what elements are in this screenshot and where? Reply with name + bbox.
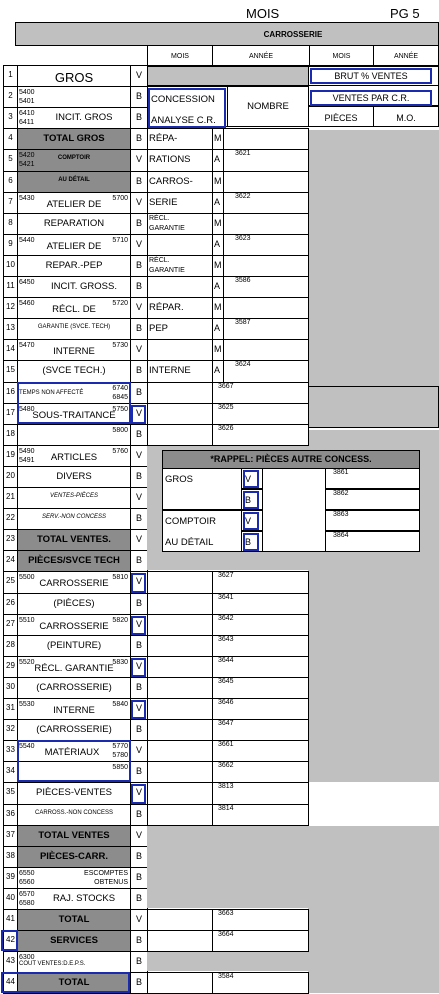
rappel-b2: B [245, 537, 252, 547]
mid-label: RATIONS [149, 154, 191, 165]
row-number: 36 [6, 809, 15, 818]
row-label: TOTAL VENTES. [37, 534, 111, 545]
row-code-right: 6740 6845 [112, 385, 128, 401]
row-label: PIÈCES/SVCE TECH [28, 555, 120, 566]
rappel-code-4: 3864 [333, 532, 349, 539]
row-number: 12 [6, 302, 15, 311]
mid-value-cell[interactable] [223, 213, 309, 235]
mid-ma: A [214, 197, 221, 207]
mid-value-cell[interactable] [223, 339, 309, 361]
row-code-right: ESCOMPTES OBTENUS [84, 870, 128, 886]
row-number: 25 [6, 576, 15, 585]
row-label-highlight[interactable] [17, 740, 131, 782]
mid-label: SERIE [149, 197, 178, 208]
row-code: 6450 [19, 279, 35, 286]
row-number: 39 [6, 872, 15, 881]
row-code: 5420 5421 [19, 152, 35, 168]
rappel-v2: V [245, 516, 252, 526]
row-label: INTERNE [53, 705, 95, 716]
row-number: 22 [6, 513, 15, 522]
row-code-right: 5770 5780 [112, 743, 128, 759]
row-code-right: 5850 [112, 764, 128, 771]
row-label: SERVICES [50, 935, 98, 946]
lower-code: 3645 [218, 678, 234, 685]
row-vb-marker[interactable]: B [135, 513, 142, 523]
row-number: 20 [6, 471, 15, 480]
row-vb-marker[interactable]: V [135, 197, 142, 207]
row-vb-marker[interactable]: V [135, 914, 142, 924]
row-code: 5530 [19, 701, 35, 708]
lower-mois-cell[interactable] [147, 656, 213, 678]
row-vb-marker[interactable]: B [135, 112, 142, 122]
row-label: RÉCL. DE [52, 304, 96, 315]
row-number: 37 [6, 830, 15, 839]
row-vb-marker[interactable]: B [135, 555, 142, 565]
mid-ma: M [214, 344, 222, 354]
lower-code: 3646 [218, 699, 234, 706]
mid-value-cell[interactable] [223, 128, 309, 150]
row-vb-marker[interactable]: V [135, 745, 142, 755]
mid-label: CARROS- [149, 176, 193, 187]
row-number: 3 [8, 112, 13, 121]
lower-code: 3644 [218, 657, 234, 664]
row-number: 15 [6, 365, 15, 374]
row-vb-marker[interactable]: V [135, 661, 142, 671]
mid-ma: A [214, 239, 221, 249]
mid-label: RÉCL. GARANTIE [149, 257, 185, 274]
lower-code: 3643 [218, 636, 234, 643]
row-vb-marker[interactable]: B [135, 640, 142, 650]
row-code: 5490 5491 [19, 448, 35, 464]
row-label: COMPTOIR [57, 155, 91, 161]
row-vb-marker[interactable]: B [135, 471, 142, 481]
row-label: REPAR.-PEP [45, 260, 103, 271]
row-code: 5510 [19, 617, 35, 624]
row-code: 6300 [19, 954, 35, 961]
lower-code: 3647 [218, 720, 234, 727]
row-code-right: 5820 [112, 617, 128, 624]
lower-code: 3626 [218, 425, 234, 432]
row-code: 6550 6560 [19, 870, 35, 886]
lower-code: 3584 [218, 973, 234, 980]
row-number: 23 [6, 534, 15, 543]
rappel-b1: B [245, 495, 252, 505]
row-vb-marker[interactable]: B [135, 176, 142, 186]
row-code: 5460 [19, 300, 35, 307]
row-number: 6 [8, 176, 13, 185]
rappel-gros: GROS [165, 474, 193, 485]
mid-label: INTERNE [149, 365, 191, 376]
lower-mois-cell[interactable] [147, 972, 213, 994]
row-label-highlight[interactable] [17, 382, 131, 424]
row-code: 5480 [19, 406, 35, 413]
row-label: SOUS-TRAITANCE [32, 410, 116, 421]
row-vb-marker[interactable]: B [135, 218, 142, 228]
page-header-title: MOIS [246, 6, 280, 21]
row-vb-marker[interactable]: B [135, 365, 142, 375]
row-label: MATÉRIAUX [44, 747, 100, 758]
lower-mois-cell[interactable] [147, 930, 213, 952]
lower-mois-cell[interactable] [147, 761, 213, 783]
row-number: 2 [8, 91, 13, 100]
row-vb-marker[interactable]: V [135, 492, 142, 502]
rappel-comptoir: COMPTOIR [165, 516, 217, 527]
mid-code: 3586 [235, 277, 251, 284]
row-label: (CARROSSERIE) [36, 682, 112, 693]
row-label: AU DÉTAIL [58, 177, 90, 183]
row-number: 42 [6, 935, 15, 944]
row-code-right: 5710 [112, 237, 128, 244]
row-code-right: 5830 [112, 659, 128, 666]
mid-label-cell [147, 234, 213, 256]
lower-mois-cell[interactable] [147, 571, 213, 594]
row-vb-marker[interactable]: V [135, 70, 142, 80]
mid-value-cell[interactable] [223, 171, 309, 193]
row-number: 4 [8, 133, 13, 142]
row-label: PIÈCES-CARR. [39, 851, 109, 862]
rappel-code-2: 3862 [333, 490, 349, 497]
row-code-right: 5760 [112, 448, 128, 455]
mid-label-cell [147, 276, 213, 298]
mid-ma: M [214, 176, 222, 186]
ventes-cr-label: VENTES PAR C.R. [332, 93, 410, 103]
row-vb-marker[interactable]: B [135, 387, 142, 397]
row-v-highlight[interactable] [131, 784, 146, 804]
row-number: 13 [6, 323, 15, 332]
col-header-annee-1: ANNÉE [248, 53, 274, 60]
row-label: PIÈCES-VENTES [35, 787, 113, 798]
row-number: 24 [6, 555, 15, 564]
row-code: 5440 [19, 237, 35, 244]
lower-code: 3662 [218, 762, 234, 769]
mid-label: PEP [149, 323, 169, 334]
lower-code: 3814 [218, 805, 234, 812]
mid-ma: M [214, 302, 222, 312]
row-vb-marker[interactable]: B [135, 281, 142, 291]
row-code: 6570 6580 [19, 891, 35, 907]
row-number: 18 [6, 429, 15, 438]
row-number: 28 [6, 640, 15, 649]
lower-code: 3813 [218, 783, 234, 790]
row-label: VENTES-PIÈCES [49, 493, 98, 499]
mid-value-cell[interactable] [223, 297, 309, 319]
pieces-header: PIÈCES [324, 113, 358, 123]
mid-ma: M [214, 133, 222, 143]
row-vb-marker[interactable]: B [135, 323, 142, 333]
mid-ma: A [214, 281, 221, 291]
row-code-right: 5730 [112, 342, 128, 349]
row-number: 26 [6, 598, 15, 607]
row-number: 8 [8, 218, 13, 227]
mid-ma: M [214, 260, 222, 270]
row-code-right: 5750 [112, 406, 128, 413]
concession-label: CONCESSION [151, 94, 215, 105]
row-label: TOTAL [58, 914, 90, 925]
row-code-right: 5810 [112, 574, 128, 581]
row-label: ATELIER DE [46, 241, 102, 252]
nombre-label: NOMBRE [247, 101, 289, 112]
row-code: 5430 [19, 195, 35, 202]
row-label: ATELIER DE [46, 199, 102, 210]
mo-header: M.O. [396, 113, 416, 123]
lower-code: 3641 [218, 594, 234, 601]
row-label: TOTAL [58, 977, 90, 988]
col-header-annee-2: ANNÉE [393, 53, 419, 60]
mid-ma: A [214, 154, 221, 164]
row-number: 14 [6, 344, 15, 353]
row-number: 11 [6, 281, 15, 290]
row-vb-marker[interactable]: V [135, 619, 142, 629]
row-number: 41 [6, 914, 15, 923]
mid-code: 3622 [235, 193, 251, 200]
row-code-right: 5840 [112, 701, 128, 708]
lower-mois-cell[interactable] [147, 719, 213, 741]
page-number: PG 5 [390, 6, 420, 21]
row-vb-marker[interactable]: V [135, 830, 142, 840]
lower-code: 3642 [218, 615, 234, 622]
row-vb-marker[interactable]: B [135, 766, 142, 776]
lower-code: 3625 [218, 404, 234, 411]
lower-code: 3663 [218, 910, 234, 917]
row-label: SERV.-NON CONCESS [41, 514, 107, 520]
rappel-detail: AU DÉTAIL [165, 537, 214, 548]
row-label: TEMPS NON AFFECTÉ [19, 390, 84, 396]
lower-mois-cell[interactable] [147, 593, 213, 615]
row-label: RAJ. STOCKS [52, 893, 116, 904]
mid-ma: M [214, 218, 222, 228]
row-vb-marker[interactable]: V [135, 703, 142, 713]
row-label: DIVERS [56, 471, 92, 482]
row-vb-marker[interactable]: B [135, 724, 142, 734]
row-number: 5 [8, 154, 13, 163]
row-code: 5500 [19, 574, 35, 581]
row-code-right: 5800 [112, 427, 128, 434]
row-number: 7 [8, 197, 13, 206]
row-number: 44 [6, 977, 15, 986]
mid-label: RÉPA- [149, 133, 178, 144]
row-code: 5540 [19, 743, 35, 750]
lower-code: 3667 [218, 383, 234, 390]
row-v-highlight[interactable] [131, 573, 146, 593]
row-vb-marker[interactable]: B [135, 851, 142, 861]
lower-mois-cell[interactable] [147, 635, 213, 657]
row-vb-marker[interactable]: B [135, 977, 142, 987]
mid-label-cell [147, 339, 213, 361]
lower-code: 3664 [218, 931, 234, 938]
row-vb-marker[interactable]: B [135, 956, 142, 966]
row-label: COUT VENTES:D.E.P.S. [19, 961, 86, 967]
mid-code: 3624 [235, 361, 251, 368]
row-label: TOTAL GROS [43, 133, 105, 144]
mid-label: RÉCL. GARANTIE [149, 215, 185, 232]
mid-code: 3623 [235, 235, 251, 242]
row-vb-marker[interactable]: B [135, 260, 142, 270]
row-number: 10 [6, 260, 15, 269]
row-number: 27 [6, 619, 15, 628]
row-number: 1 [8, 70, 13, 79]
row-number: 17 [6, 408, 15, 417]
row-vb-marker[interactable]: B [135, 935, 142, 945]
row-vb-marker[interactable]: B [135, 872, 142, 882]
row-label: (SVCE TECH.) [42, 365, 106, 376]
row-label: INTERNE [53, 346, 95, 357]
row-vb-marker[interactable]: B [135, 133, 142, 143]
carrosserie-title: CARROSSERIE [263, 30, 323, 39]
lower-mois-cell[interactable] [147, 804, 213, 826]
mid-code: 3621 [235, 150, 251, 157]
lower-mois-cell[interactable] [147, 740, 213, 762]
col-header-mois-2: MOIS [332, 53, 351, 60]
rappel-v1: V [245, 474, 252, 484]
row-number: 16 [6, 387, 15, 396]
row-vb-marker[interactable]: V [135, 302, 142, 312]
row-vb-marker[interactable]: B [135, 893, 142, 903]
row-number: 38 [6, 851, 15, 860]
row-vb-marker[interactable]: B [135, 809, 142, 819]
row-label: CARROSSERIE [39, 621, 109, 632]
row-number: 21 [6, 492, 15, 501]
row-label: ARTICLES [50, 452, 98, 463]
row-label: (PEINTURE) [46, 640, 102, 651]
row-label: TOTAL VENTES [38, 830, 110, 841]
row-label: RÉCL. GARANTIE [34, 663, 114, 674]
row-number: 34 [6, 766, 15, 775]
row-vb-marker[interactable]: B [135, 91, 142, 101]
row-label: (CARROSSERIE) [36, 724, 112, 735]
row-label: GROS [54, 70, 94, 85]
row-number: 33 [6, 745, 15, 754]
row-label: (PIÈCES) [53, 598, 95, 609]
row-number: 30 [6, 682, 15, 691]
row-v-highlight[interactable] [131, 616, 146, 635]
row-label: CARROSS.-NON CONCESS [34, 810, 113, 816]
row-number: 40 [6, 893, 15, 902]
mid-ma: A [214, 365, 221, 375]
row-vb-marker[interactable]: B [135, 429, 142, 439]
col-header-mois-1: MOIS [171, 53, 189, 60]
mid-code: 3587 [235, 319, 251, 326]
row-v-highlight[interactable] [131, 405, 146, 424]
row-code: 5520 [19, 659, 35, 666]
mid-label: RÉPAR. [149, 302, 184, 313]
brut-ventes-label: BRUT % VENTES [334, 71, 408, 81]
row-vb-marker[interactable]: V [135, 450, 142, 460]
row-number: 31 [6, 703, 15, 712]
row-label: INCIT. GROS [55, 112, 113, 123]
lower-mois-cell[interactable] [147, 909, 213, 931]
row-vb-marker[interactable]: V [135, 787, 142, 797]
row-vb-marker[interactable]: B [135, 598, 142, 608]
row-code: 5400 5401 [19, 89, 35, 105]
row-code-right: 5720 [112, 300, 128, 307]
row-code: 6410 6411 [19, 110, 35, 126]
row-number: 43 [6, 956, 15, 965]
rappel-title: *RAPPEL: PIÈCES AUTRE CONCESS. [210, 454, 372, 464]
analyse-cr-label: ANALYSE C.R. [151, 115, 216, 126]
lower-mois-cell[interactable] [147, 382, 213, 404]
row-code-right: 5700 [112, 195, 128, 202]
rappel-code-3: 3863 [333, 511, 349, 518]
row-vb-marker[interactable]: V [135, 239, 142, 249]
row-vb-marker[interactable]: V [135, 344, 142, 354]
mid-value-cell[interactable] [223, 255, 309, 277]
row-v-highlight[interactable] [131, 658, 146, 677]
row-label: GARANTIE (SVCE. TECH) [37, 324, 111, 330]
row-label: REPARATION [43, 218, 105, 229]
lower-mois-cell[interactable] [147, 403, 213, 425]
row-vb-marker[interactable]: B [135, 682, 142, 692]
row-number: 32 [6, 724, 15, 733]
row-label: INCIT. GROSS. [51, 281, 117, 292]
row-label: CARROSSERIE [39, 578, 109, 589]
rappel-code-1: 3861 [333, 469, 349, 476]
lower-code: 3627 [218, 572, 234, 579]
lower-mois-cell[interactable] [147, 614, 213, 636]
lower-mois-cell[interactable] [147, 698, 213, 720]
row-vb-marker[interactable]: V [135, 154, 142, 164]
lower-mois-cell[interactable] [147, 782, 213, 805]
row-number: 9 [8, 239, 13, 248]
row-vb-marker[interactable]: V [135, 576, 142, 586]
row-vb-marker[interactable]: V [135, 408, 142, 418]
lower-mois-cell[interactable] [147, 424, 213, 446]
lower-code: 3661 [218, 741, 234, 748]
row-v-highlight[interactable] [131, 700, 146, 719]
row-number: 29 [6, 661, 15, 670]
lower-mois-cell[interactable] [147, 677, 213, 699]
row-number: 19 [6, 450, 15, 459]
row-code: 5470 [19, 342, 35, 349]
row-number: 35 [6, 787, 15, 796]
mid-ma: A [214, 323, 221, 333]
row-44-highlight[interactable] [1, 972, 130, 993]
row-vb-marker[interactable]: V [135, 534, 142, 544]
row-42-highlight[interactable] [1, 930, 18, 951]
